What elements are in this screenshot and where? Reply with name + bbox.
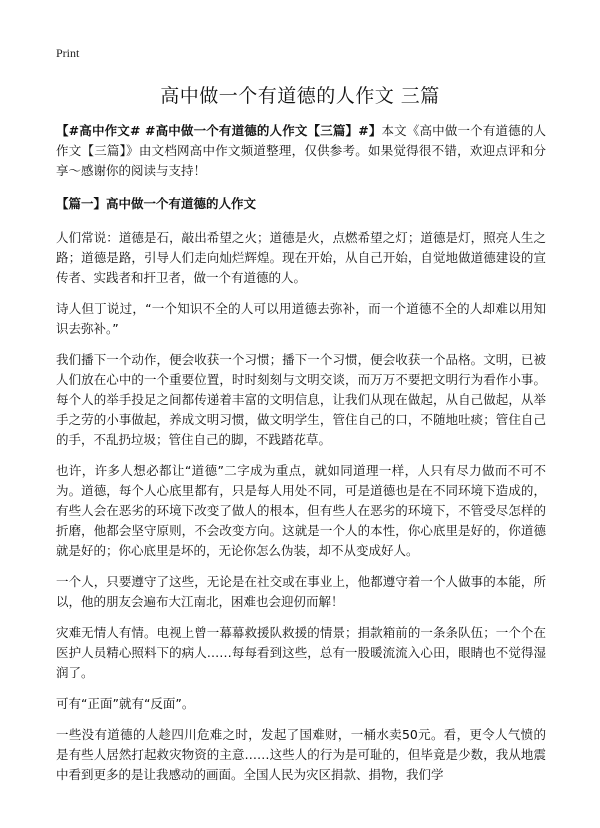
- paragraph-4: 也许，许多人想必都让“道德”二字成为重点，就如同道理一样，人只有尽力做而不可不为。道德，每个人心底里都有，只是每人用处不同，可是道德也是在不同环境下造成的，有些人会在恶劣的环境下改变了做人的根本，但有些人在恶劣的环境下，不管受尽怎样的折磨，他都会坚守原则，不会改变方向。这就是一个人的本性，你心底里是好的，你道德就是好的；你心底里是坏的，无论你怎么伪装，却不从变成好人。: [56, 463, 546, 558]
- section-heading: 【篇一】高中做一个有道德的人作文: [56, 196, 257, 211]
- intro-bold-prefix: 【#高中作文# #高中做一个有道德的人作文【三篇】#】: [56, 123, 382, 138]
- paragraph-6: 灾难无情人有情。电视上曾一幕幕救援队救援的情景；捐款箱前的一条条队伍；一个个在医护人员精心照料下的病人……每每看到这些，总有一股暖流流入心田，眼睛也不觉得湿润了。: [56, 625, 546, 680]
- document-title: 高中做一个有道德的人作文 三篇: [160, 85, 440, 107]
- paragraph-8: 一些没有道德的人趁四川危难之时，发起了国难财，一桶水卖50元。看，更令人气愤的是有些人居然打起救灾物资的主意……这些人的行为是可耻的，但毕竟是少数，我从地震中看到更多的是让我感动的画面。全国人民为灾区捐款、捐物，我们学: [56, 727, 546, 782]
- print-link[interactable]: Print: [56, 46, 80, 60]
- intro-text: 本文《高中做一个有道德的人作文【三篇】》由文档网高中作文频道整理，仅供参考。如果觉得很不错，欢迎点评和分享～感谢你的阅读与支持！: [56, 123, 546, 178]
- paragraph-5: 一个人，只要遵守了这些，无论是在社交或在事业上，他都遵守着一个人做事的本能，所以，他的朋友会遍布大江南北，困难也会迎仞而解！: [56, 574, 546, 609]
- paragraph-1: 人们常说：道德是石，敲出希望之火；道德是火，点燃希望之灯；道德是灯，照亮人生之路；道德是路，引导人们走向灿烂辉煌。现在开始，从自己开始，自觉地做道德建设的宣传者、实践者和扞卫者，做一个有道德的人。: [56, 230, 546, 285]
- article-body: [56, 121, 546, 796]
- paragraph-7: 可有“正面”就有“反面”。: [56, 696, 195, 711]
- paragraph-3: 我们播下一个动作，便会收获一个习惯；播下一个习惯，便会收获一个品格。文明，已被人们放在心中的一个重要位置，时时刻刻与文明交谈，而万万不要把文明行为看作小事。每个人的举手投足之间都传递着丰富的文明信息，让我们从现在做起，从自己做起，从举手之劳的小事做起，养成文明习惯，做文明学生，管住自己的口，不随地吐痰；管住自己的手，不乱扔垃圾；管住自己的脚，不践踏花草。: [56, 352, 546, 447]
- intro-paragraph: [56, 121, 546, 181]
- paragraph-2: 诗人但丁说过，“一个知识不全的人可以用道德去弥补，而一个道德不全的人却难以用知识去弥补。”: [56, 301, 546, 336]
